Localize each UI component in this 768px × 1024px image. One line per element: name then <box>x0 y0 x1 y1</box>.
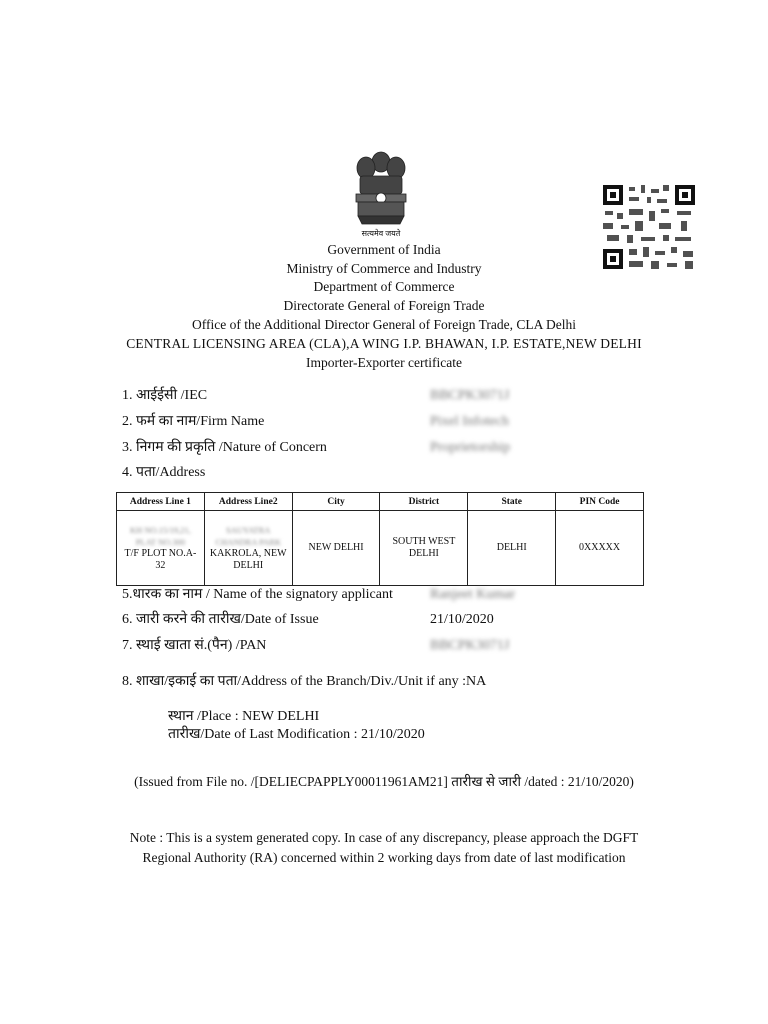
address-label: 4. पता/Address <box>122 465 206 480</box>
issued-from-file-line: (Issued from File no. /[DELIECPAPPLY00011961AM21] तारीख से जारी /dated : 21/10/2020) <box>134 774 634 789</box>
pan-value: BBCPK3071J <box>430 638 510 653</box>
header-cla-address: CENTRAL LICENSING AREA (CLA),A WING I.P. BHAWAN, I.P. ESTATE,NEW DELHI <box>126 336 642 351</box>
cell-state: DELHI <box>468 511 556 586</box>
iec-label: 1. आईईसी /IEC <box>122 388 208 403</box>
signatory-label: 5.धारक का नाम / Name of the signatory applicant <box>122 587 393 602</box>
header-government: Government of India <box>327 242 441 257</box>
table-row <box>117 511 644 586</box>
cell-city: NEW DELHI <box>292 511 380 586</box>
cell-address-line2 <box>204 511 292 586</box>
address-line2-text: KAKROLA, NEW DELHI <box>209 548 287 571</box>
header-directorate: Directorate General of Foreign Trade <box>283 298 485 313</box>
date-of-issue-value: 21/10/2020 <box>430 612 494 627</box>
header-ministry: Ministry of Commerce and Industry <box>286 261 482 276</box>
address-table-header-row <box>117 493 644 511</box>
iec-value: BBCPK3071J <box>430 388 510 403</box>
signatory-value: Ranjeet Kumar <box>430 587 516 602</box>
firm-name-value: Pixel Infotech <box>430 414 509 429</box>
branch-address-label: 8. शाखा/इकाई का पता/Address of the Branch/Div./Unit if any :NA <box>122 674 487 689</box>
header-district: District <box>380 493 468 511</box>
cell-address-line1 <box>117 511 205 586</box>
cell-district: SOUTH WEST DELHI <box>380 511 468 586</box>
header-department: Department of Commerce <box>313 279 455 294</box>
date-of-issue-label: 6. जारी करने की तारीख/Date of Issue <box>122 612 319 627</box>
nature-of-concern-label: 3. निगम की प्रकृति /Nature of Concern <box>122 440 327 455</box>
header-address-line1: Address Line 1 <box>117 493 205 511</box>
pan-label: 7. स्थाई खाता सं.(पैन) /PAN <box>122 638 267 653</box>
national-emblem-icon <box>344 148 418 232</box>
note-line-1: Note : This is a system generated copy. In case of any discrepancy, please approach the DGFT <box>129 830 639 845</box>
system-generated-note <box>60 828 708 868</box>
emblem-motto: सत्यमेव जयते <box>361 229 401 238</box>
note-line-2: Regional Authority (RA) concerned within 2 working days from date of last modification <box>142 850 626 865</box>
last-modification-line: तारीख/Date of Last Modification : 21/10/2020 <box>168 727 425 742</box>
address-line2-redacted: SAUYATRA CHANDRA PARK <box>215 525 282 547</box>
address-line1-text: T/F PLOT NO.A-32 <box>124 548 197 571</box>
header-pin-code: PIN Code <box>556 493 644 511</box>
nature-of-concern-value: Proprietorship <box>430 440 511 455</box>
document-title: Importer-Exporter certificate <box>305 355 462 370</box>
header-state: State <box>468 493 556 511</box>
header-address-line2: Address Line2 <box>204 493 292 511</box>
place-line: स्थान /Place : NEW DELHI <box>168 709 320 724</box>
address-table <box>116 492 644 586</box>
address-line1-redacted: KH NO.15/19,21, PLAT NO.300 <box>129 525 191 547</box>
header-city: City <box>292 493 380 511</box>
firm-name-label: 2. फर्म का नाम/Firm Name <box>122 414 265 429</box>
cell-pin-code: 0XXXXX <box>556 511 644 586</box>
header-office: Office of the Additional Director General of Foreign Trade, CLA Delhi <box>191 317 577 332</box>
